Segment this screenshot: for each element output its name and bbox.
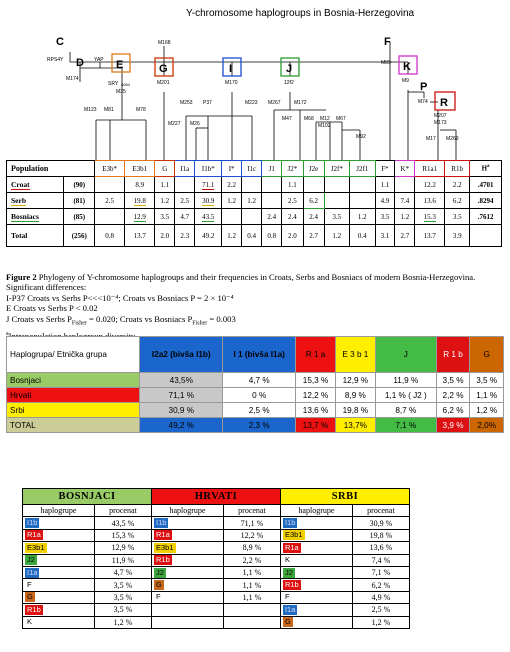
col-header-e3b1: E 3 b 1: [335, 337, 375, 373]
haplogroup-tag: R1b: [284, 580, 299, 590]
percent-cell: 12,2 %: [223, 529, 280, 541]
header-hrvati: HRVATI: [151, 489, 280, 505]
marker-m267: M267: [268, 100, 281, 106]
haplogroup-tag: G: [284, 617, 291, 627]
table-row: [23, 554, 410, 566]
col-header-j2e: J2e: [303, 161, 324, 177]
haplogroup-cell: [23, 554, 95, 566]
col-header-j2f-star: J2f*: [324, 161, 349, 177]
marker-m223: M223: [245, 100, 258, 106]
marker-m174: M174: [66, 76, 79, 82]
node-I: I: [229, 63, 233, 75]
percent-cell: 12,9 %: [94, 542, 151, 554]
haplogroup-tag: E3b1: [155, 542, 174, 552]
percent-cell: 11,9 %: [94, 554, 151, 566]
haplogroup-tag: K: [27, 617, 33, 627]
marker-12f2: 12f2: [284, 80, 294, 86]
haplogroup-cell: [280, 566, 352, 578]
percent-cell: 43,5 %: [94, 517, 151, 529]
caption-line: a: [6, 330, 9, 337]
col-header-e3b-star: E3b*: [95, 161, 125, 177]
marker-m102: M102: [318, 123, 331, 129]
col-header-i1a: I1a: [175, 161, 195, 177]
figure-label: Figure 2: [6, 272, 37, 282]
haplogroup-tag: I1a: [284, 604, 296, 614]
marker-m78: M78: [136, 107, 146, 113]
haplogroup-cell: [151, 566, 223, 578]
marker-m207: M207: [434, 113, 447, 119]
marker-m26: M26: [190, 121, 200, 127]
haplogroup-cell: [23, 542, 95, 554]
haplogroup-cell: [23, 517, 95, 529]
col-header-j1: J1: [262, 161, 282, 177]
haplogroup-cell: [23, 529, 95, 541]
marker-m168: M168: [158, 40, 171, 46]
haplogroup-cell: [151, 517, 223, 529]
caption-line: E Croats vs Serbs P < 0.02: [6, 303, 98, 314]
marker-m227: M227: [168, 121, 181, 127]
haplogroup-cell: [151, 529, 223, 541]
node-F: F: [384, 36, 391, 48]
haplogroup-tag: R1a: [284, 542, 299, 552]
haplogroup-cell: [23, 591, 95, 603]
haplogroup-tag: R1a: [27, 530, 41, 540]
table-row: TOTAL 49,2 % 2,3 % 13,7 % 13,7% 7,1 % 3,9 % 2,0%: [7, 418, 504, 433]
haplogroup-tag: F: [284, 592, 290, 602]
percent-cell: 1,1 %: [223, 579, 280, 591]
haplogroup-cell: [280, 529, 352, 541]
marker-m67: M67: [336, 116, 346, 122]
col-header-haplogrupa: Haplogrupa/ Etnička grupa: [7, 337, 140, 373]
marker-m253: M253: [180, 100, 193, 106]
node-K: K: [403, 61, 411, 73]
haplogroup-tag: R1a: [155, 530, 170, 540]
percent-cell: 1,1 %: [223, 591, 280, 603]
table-row: Bosniacs (85) 12.9 3.5 4.7 43.5 2.4 2.4 2.4 3.5 1.2 3.5 1.2 15.3 3.5 .7612: [7, 209, 502, 225]
haplogroup-cell: [151, 542, 223, 554]
haplogroup-cell: [280, 604, 352, 616]
table-row: Hrvati 71,1 % 0 % 12,2 % 8,9 % 1,1 % ( J2 ) 2,2 % 1,1 %: [7, 388, 504, 403]
frequency-table: [6, 160, 502, 247]
col-header-r1b: R1b: [445, 161, 470, 177]
marker-m123: M123: [84, 107, 97, 113]
percent-cell: 1,1 %: [223, 566, 280, 578]
haplogroup-percentage-table: [6, 336, 504, 433]
haplogroup-tag: J2: [27, 555, 35, 565]
col-header-j2-star: J2*: [282, 161, 304, 177]
haplogroup-cell: [151, 604, 223, 616]
percent-cell: 8,9 %: [223, 542, 280, 554]
percent-cell: 4,9 %: [352, 591, 409, 603]
haplogroup-tag: G: [27, 592, 33, 602]
percent-cell: 2,2 %: [223, 554, 280, 566]
table-row: [23, 616, 410, 628]
col-header-population: Population: [7, 161, 95, 177]
caption-line: J Croats vs Serbs $P_{Fisher} = 0.020$; Croats vs Bosniacs $P_{Fisher} = 0.003$: [6, 313, 236, 327]
marker-m17: M17: [426, 136, 436, 142]
percent-cell: 13,6 %: [352, 542, 409, 554]
haplogroup-cell: [280, 554, 352, 566]
percent-cell: 4,7 %: [94, 566, 151, 578]
table-row: [23, 529, 410, 541]
haplogroup-cell: [151, 616, 223, 628]
percent-cell: [223, 604, 280, 616]
col-header-g: G: [470, 337, 504, 373]
percent-cell: 7,4 %: [352, 554, 409, 566]
node-R: R: [440, 97, 448, 109]
haplogroup-tag: R1b: [155, 555, 170, 565]
haplogroup-ranking-table: BOSNJACI HRVATI SRBI haplogrupe procenat haplogrupe procenat haplogrupe procenat I1b 43,5 % I1b 71,1 % I1b 30,9 % R1a 15,3 % R1a 12,2 % E3b1 19,8 % E3b1 12,9 % E3b1 8,9 % R1a 13,6 % J2 11,9 % R1b 2,2 % K 7,4 % I1a 4,7 % J2 1,1 % J2 7,1 % F 3,5 % G 1,1 % R1b 6,2 % G 3,5 % F 1,1 % F 4,9 % R1b 3,5 % I1a 2,5 % K 1,2 % G 1,2 %: [22, 488, 410, 629]
percent-cell: 30,9 %: [352, 517, 409, 529]
percent-cell: 1,2 %: [94, 616, 151, 628]
col-header-k-star: K*: [395, 161, 415, 177]
table-row: Croat (90) 8.9 1.1 71.1 2.2 1.1 1.1 12.2 2.2 .4701: [7, 177, 502, 193]
col-header-r1a: R 1 a: [296, 337, 336, 373]
page-title: Y-chromosome haplogroups in Bosnia-Herzegovina: [186, 8, 415, 19]
haplogroup-tag: I1b: [155, 518, 167, 528]
table-row: [23, 542, 410, 554]
node-J: J: [286, 63, 293, 75]
marker-m170: M170: [225, 80, 238, 86]
header-srbi: SRBI: [280, 489, 409, 505]
marker-m172: M172: [294, 100, 307, 106]
haplogroup-tag: R1b: [27, 604, 41, 614]
marker-yap: YAP: [94, 57, 104, 63]
percent-cell: 3,5 %: [94, 591, 151, 603]
phylogeny-tree: [0, 20, 510, 160]
marker-m35: M35: [116, 89, 126, 95]
row-label-total: Total: [7, 225, 64, 247]
haplogroup-cell: [280, 542, 352, 554]
node-D: D: [76, 57, 84, 69]
table-row: Srbi 30,9 % 2,5 % 13,6 % 19,8 % 8,7 % 6,2 % 1,2 %: [7, 403, 504, 418]
table-row: [23, 517, 410, 529]
percent-cell: 71,1 %: [223, 517, 280, 529]
haplogroup-tag: I1b: [27, 518, 38, 528]
marker-m47: M47: [282, 116, 292, 122]
haplogroup-tag: J2: [155, 567, 164, 577]
haplogroup-cell: [23, 566, 95, 578]
haplogroup-cell: [280, 591, 352, 603]
col-header-i2a2: I2a2 (bivša I1b): [140, 337, 223, 373]
percent-cell: [223, 616, 280, 628]
haplogroup-tag: F: [155, 592, 161, 602]
col-header-j: J: [375, 337, 436, 373]
row-label-croat: Croat: [7, 177, 64, 193]
col-header-g: G: [155, 161, 175, 177]
marker-rps4y: RPS4Y: [47, 57, 64, 63]
haplogroup-tag: I1b: [284, 518, 296, 528]
table-row: Serb (81) 2.5 19.8 1.2 2.5 30.9 1.2 1.2 2.5 6.2 4.9 7.4 13.6 6.2 .8294: [7, 193, 502, 209]
row-label-bosniacs: Bosniacs: [7, 209, 64, 225]
percent-cell: 7,1 %: [352, 566, 409, 578]
percent-cell: 3,5 %: [94, 604, 151, 616]
haplogroup-cell: [280, 579, 352, 591]
marker-sry: SRY: [108, 81, 119, 87]
col-header-j2f1: J2f1: [350, 161, 375, 177]
col-header-f-star: F*: [375, 161, 395, 177]
table-row: Bosnjaci 43,5% 4,7 % 15,3 % 12,9 % 11,9 % 3,5 % 3,5 %: [7, 373, 504, 388]
haplogroup-tag: F: [27, 580, 32, 590]
haplogroup-tag: K: [284, 555, 290, 565]
node-P: P: [420, 81, 428, 93]
col-header-i1b-star: I1b*: [195, 161, 222, 177]
percent-cell: 3,5 %: [94, 579, 151, 591]
marker-m12: M12: [320, 116, 330, 122]
col-header-i1: I 1 (bivša I1a): [223, 337, 296, 373]
marker-m74: M74: [418, 99, 428, 105]
node-G: G: [159, 63, 168, 75]
marker-m89: M89: [381, 60, 391, 66]
haplogroup-tag: E3b1: [27, 542, 45, 552]
haplogroup-tag: I1a: [27, 567, 38, 577]
table-row: [23, 591, 410, 603]
haplogroup-cell: [280, 616, 352, 628]
percent-cell: 15,3 %: [94, 529, 151, 541]
table-row: [23, 566, 410, 578]
col-header-i-star: I*: [222, 161, 242, 177]
caption-line: I-P37 Croats vs Serbs P<<<10⁻⁴; Croats vs Bosniacs P = 2 × 10⁻⁴: [6, 292, 234, 303]
marker-m269: M269: [446, 136, 459, 142]
haplogroup-tag: E3b1: [284, 530, 303, 540]
haplogroup-cell: [23, 616, 95, 628]
col-header-r1b: R 1 b: [436, 337, 470, 373]
haplogroup-tag: G: [155, 580, 162, 590]
figure-caption: Figure 2 Phylogeny of Y-chromosome haplogroups and their frequencies in Croats, Serbs and Bosniacs of modern Bosnia-Herzegovina. Significant differences: I-P37 Croats vs Serbs P<<<10⁻⁴; Croats vs Bosniacs P = 2 × 10⁻⁴ E Croats vs Serbs P < 0.02 J Croats vs Serbs $P_{Fisher} = 0.020$; Croats vs Bosniacs $P_{Fisher} = 0.003$ $^a$: [6, 272, 504, 341]
haplogroup-tag: J2: [284, 567, 293, 577]
marker-m92: M92: [356, 134, 366, 140]
haplogroup-cell: [23, 579, 95, 591]
table-row: [23, 604, 410, 616]
node-E: E: [116, 59, 124, 71]
marker-m173: M173: [434, 120, 447, 126]
marker-m81: M81: [104, 107, 114, 113]
percent-cell: 6,2 %: [352, 579, 409, 591]
table-row: Total (256) 0.8 13.7 2.0 2.3 49.2 1.2 0.4 0.8 2.0 2.7 1.2 0.4 3.1 2.7 13.7 3.9: [7, 225, 502, 247]
header-bosnjaci: BOSNJACI: [23, 489, 152, 505]
node-C: C: [56, 36, 64, 48]
haplogroup-cell: [23, 604, 95, 616]
marker-p37: P37: [203, 100, 212, 106]
haplogroup-cell: [280, 517, 352, 529]
col-header-i1c: I1c: [242, 161, 262, 177]
col-header-e3b1: E3b1: [125, 161, 155, 177]
percent-cell: 1,2 %: [352, 616, 409, 628]
haplogroup-cell: [151, 591, 223, 603]
percent-cell: 19,8 %: [352, 529, 409, 541]
haplogroup-cell: [151, 579, 223, 591]
marker-sry-sub: 4064: [121, 82, 130, 87]
marker-m68: M68: [304, 116, 314, 122]
row-label-serb: Serb: [7, 193, 64, 209]
marker-m9: M9: [402, 78, 409, 84]
percent-cell: 2,5 %: [352, 604, 409, 616]
col-header-h: $H^a$: [470, 161, 502, 177]
marker-m201: M201: [157, 80, 170, 86]
col-header-r1a1: R1a1: [415, 161, 445, 177]
table-row: [23, 579, 410, 591]
haplogroup-cell: [151, 554, 223, 566]
